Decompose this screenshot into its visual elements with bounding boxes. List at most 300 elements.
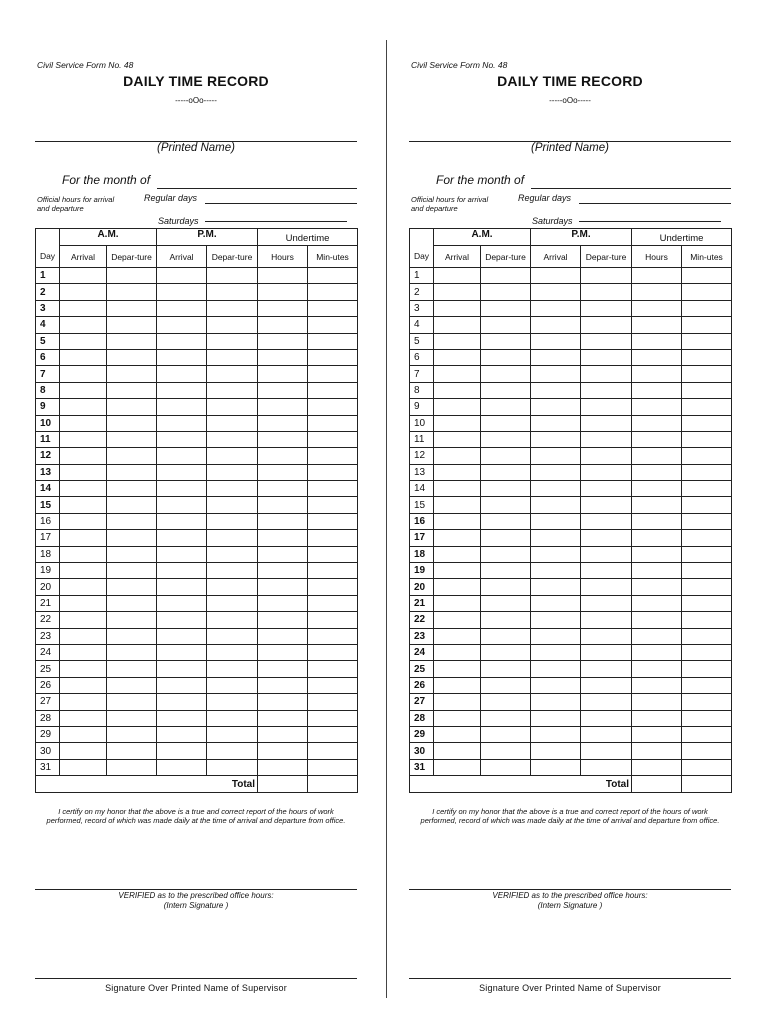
pm-arrival-cell[interactable] <box>531 513 581 529</box>
pm-arrival-cell[interactable] <box>531 366 581 382</box>
pm-arrival-cell[interactable] <box>531 563 581 579</box>
am-departure-cell[interactable] <box>481 644 531 660</box>
am-departure-cell[interactable] <box>107 612 157 628</box>
pm-departure-cell[interactable] <box>207 579 258 595</box>
am-arrival-cell[interactable] <box>434 563 481 579</box>
undertime-minutes-cell[interactable] <box>682 677 732 693</box>
undertime-minutes-cell[interactable] <box>682 513 732 529</box>
pm-departure-cell[interactable] <box>581 317 632 333</box>
pm-departure-cell[interactable] <box>207 431 258 447</box>
am-departure-cell[interactable] <box>481 579 531 595</box>
undertime-minutes-cell[interactable] <box>682 481 732 497</box>
pm-arrival-cell[interactable] <box>157 694 207 710</box>
pm-arrival-cell[interactable] <box>157 399 207 415</box>
undertime-minutes-cell[interactable] <box>682 563 732 579</box>
pm-departure-cell[interactable] <box>207 546 258 562</box>
pm-arrival-cell[interactable] <box>531 644 581 660</box>
am-departure-cell[interactable] <box>107 694 157 710</box>
am-arrival-cell[interactable] <box>60 661 107 677</box>
pm-departure-cell[interactable] <box>207 366 258 382</box>
am-departure-cell[interactable] <box>107 497 157 513</box>
pm-arrival-cell[interactable] <box>531 448 581 464</box>
am-arrival-cell[interactable] <box>434 694 481 710</box>
am-departure-cell[interactable] <box>107 317 157 333</box>
undertime-minutes-cell[interactable] <box>308 628 358 644</box>
pm-departure-cell[interactable] <box>581 431 632 447</box>
undertime-minutes-cell[interactable] <box>682 317 732 333</box>
am-departure-cell[interactable] <box>481 431 531 447</box>
pm-departure-cell[interactable] <box>207 497 258 513</box>
pm-departure-cell[interactable] <box>581 382 632 398</box>
pm-arrival-cell[interactable] <box>157 333 207 349</box>
am-arrival-cell[interactable] <box>434 661 481 677</box>
intern-signature-line[interactable] <box>35 889 357 890</box>
am-departure-cell[interactable] <box>481 563 531 579</box>
pm-arrival-cell[interactable] <box>531 497 581 513</box>
undertime-hours-cell[interactable] <box>632 726 682 742</box>
undertime-minutes-cell[interactable] <box>308 366 358 382</box>
am-departure-cell[interactable] <box>107 759 157 775</box>
pm-departure-cell[interactable] <box>207 448 258 464</box>
am-departure-cell[interactable] <box>107 530 157 546</box>
pm-departure-cell[interactable] <box>581 481 632 497</box>
undertime-hours-cell[interactable] <box>258 644 308 660</box>
undertime-minutes-cell[interactable] <box>308 612 358 628</box>
undertime-hours-cell[interactable] <box>258 595 308 611</box>
pm-departure-cell[interactable] <box>581 579 632 595</box>
undertime-hours-cell[interactable] <box>632 366 682 382</box>
undertime-hours-cell[interactable] <box>258 284 308 300</box>
undertime-minutes-cell[interactable] <box>682 284 732 300</box>
am-departure-cell[interactable] <box>481 366 531 382</box>
pm-departure-cell[interactable] <box>581 759 632 775</box>
pm-arrival-cell[interactable] <box>531 399 581 415</box>
am-arrival-cell[interactable] <box>434 415 481 431</box>
undertime-hours-cell[interactable] <box>632 464 682 480</box>
am-arrival-cell[interactable] <box>60 431 107 447</box>
undertime-minutes-cell[interactable] <box>308 349 358 365</box>
undertime-hours-cell[interactable] <box>258 563 308 579</box>
pm-arrival-cell[interactable] <box>531 300 581 316</box>
pm-arrival-cell[interactable] <box>531 579 581 595</box>
undertime-hours-cell[interactable] <box>258 743 308 759</box>
undertime-minutes-cell[interactable] <box>308 710 358 726</box>
undertime-minutes-cell[interactable] <box>682 644 732 660</box>
pm-arrival-cell[interactable] <box>157 743 207 759</box>
intern-signature-line[interactable] <box>409 889 731 890</box>
undertime-minutes-cell[interactable] <box>308 726 358 742</box>
total-hours-cell[interactable] <box>632 776 682 793</box>
am-departure-cell[interactable] <box>481 726 531 742</box>
undertime-hours-cell[interactable] <box>632 546 682 562</box>
pm-departure-cell[interactable] <box>207 333 258 349</box>
am-arrival-cell[interactable] <box>434 399 481 415</box>
am-arrival-cell[interactable] <box>60 464 107 480</box>
pm-arrival-cell[interactable] <box>157 726 207 742</box>
undertime-minutes-cell[interactable] <box>308 481 358 497</box>
undertime-minutes-cell[interactable] <box>308 563 358 579</box>
am-departure-cell[interactable] <box>481 382 531 398</box>
undertime-minutes-cell[interactable] <box>308 284 358 300</box>
am-arrival-cell[interactable] <box>60 563 107 579</box>
undertime-hours-cell[interactable] <box>632 563 682 579</box>
pm-departure-cell[interactable] <box>207 595 258 611</box>
undertime-minutes-cell[interactable] <box>682 628 732 644</box>
undertime-minutes-cell[interactable] <box>308 513 358 529</box>
undertime-hours-cell[interactable] <box>632 448 682 464</box>
am-departure-cell[interactable] <box>481 513 531 529</box>
pm-departure-cell[interactable] <box>581 268 632 284</box>
am-arrival-cell[interactable] <box>60 448 107 464</box>
undertime-hours-cell[interactable] <box>258 366 308 382</box>
undertime-minutes-cell[interactable] <box>682 612 732 628</box>
am-arrival-cell[interactable] <box>434 530 481 546</box>
am-arrival-cell[interactable] <box>434 579 481 595</box>
undertime-minutes-cell[interactable] <box>308 661 358 677</box>
undertime-hours-cell[interactable] <box>632 579 682 595</box>
undertime-hours-cell[interactable] <box>258 317 308 333</box>
am-departure-cell[interactable] <box>107 579 157 595</box>
supervisor-signature-line[interactable] <box>35 978 357 979</box>
undertime-minutes-cell[interactable] <box>308 268 358 284</box>
pm-arrival-cell[interactable] <box>531 694 581 710</box>
undertime-hours-cell[interactable] <box>258 399 308 415</box>
pm-departure-cell[interactable] <box>581 464 632 480</box>
pm-arrival-cell[interactable] <box>157 431 207 447</box>
am-departure-cell[interactable] <box>481 399 531 415</box>
pm-departure-cell[interactable] <box>581 349 632 365</box>
pm-arrival-cell[interactable] <box>157 268 207 284</box>
pm-departure-cell[interactable] <box>207 661 258 677</box>
pm-arrival-cell[interactable] <box>531 759 581 775</box>
am-departure-cell[interactable] <box>481 595 531 611</box>
am-arrival-cell[interactable] <box>434 300 481 316</box>
undertime-minutes-cell[interactable] <box>308 497 358 513</box>
pm-departure-cell[interactable] <box>581 300 632 316</box>
pm-arrival-cell[interactable] <box>157 415 207 431</box>
am-departure-cell[interactable] <box>107 382 157 398</box>
pm-arrival-cell[interactable] <box>157 759 207 775</box>
pm-arrival-cell[interactable] <box>157 481 207 497</box>
undertime-hours-cell[interactable] <box>258 677 308 693</box>
undertime-hours-cell[interactable] <box>632 644 682 660</box>
pm-arrival-cell[interactable] <box>531 612 581 628</box>
undertime-minutes-cell[interactable] <box>682 333 732 349</box>
pm-departure-cell[interactable] <box>207 677 258 693</box>
pm-departure-cell[interactable] <box>207 349 258 365</box>
pm-departure-cell[interactable] <box>581 497 632 513</box>
pm-arrival-cell[interactable] <box>531 349 581 365</box>
undertime-minutes-cell[interactable] <box>682 431 732 447</box>
am-arrival-cell[interactable] <box>434 448 481 464</box>
undertime-hours-cell[interactable] <box>258 628 308 644</box>
undertime-hours-cell[interactable] <box>632 497 682 513</box>
am-departure-cell[interactable] <box>107 661 157 677</box>
am-arrival-cell[interactable] <box>434 759 481 775</box>
undertime-hours-cell[interactable] <box>258 726 308 742</box>
am-departure-cell[interactable] <box>107 726 157 742</box>
pm-departure-cell[interactable] <box>581 644 632 660</box>
am-arrival-cell[interactable] <box>434 743 481 759</box>
am-arrival-cell[interactable] <box>60 415 107 431</box>
pm-arrival-cell[interactable] <box>531 431 581 447</box>
pm-arrival-cell[interactable] <box>157 284 207 300</box>
pm-arrival-cell[interactable] <box>531 743 581 759</box>
undertime-minutes-cell[interactable] <box>308 300 358 316</box>
pm-arrival-cell[interactable] <box>531 628 581 644</box>
pm-departure-cell[interactable] <box>207 382 258 398</box>
undertime-minutes-cell[interactable] <box>308 546 358 562</box>
undertime-minutes-cell[interactable] <box>682 382 732 398</box>
undertime-hours-cell[interactable] <box>632 595 682 611</box>
undertime-minutes-cell[interactable] <box>308 677 358 693</box>
am-arrival-cell[interactable] <box>60 726 107 742</box>
am-departure-cell[interactable] <box>107 563 157 579</box>
undertime-hours-cell[interactable] <box>632 333 682 349</box>
pm-arrival-cell[interactable] <box>531 726 581 742</box>
pm-arrival-cell[interactable] <box>157 349 207 365</box>
pm-arrival-cell[interactable] <box>157 300 207 316</box>
undertime-minutes-cell[interactable] <box>682 349 732 365</box>
am-arrival-cell[interactable] <box>60 595 107 611</box>
undertime-hours-cell[interactable] <box>632 349 682 365</box>
undertime-hours-cell[interactable] <box>258 431 308 447</box>
pm-departure-cell[interactable] <box>207 268 258 284</box>
undertime-hours-cell[interactable] <box>258 464 308 480</box>
undertime-hours-cell[interactable] <box>258 546 308 562</box>
am-departure-cell[interactable] <box>107 366 157 382</box>
am-arrival-cell[interactable] <box>434 612 481 628</box>
total-hours-cell[interactable] <box>258 776 308 793</box>
am-departure-cell[interactable] <box>107 710 157 726</box>
am-departure-cell[interactable] <box>107 644 157 660</box>
am-departure-cell[interactable] <box>107 300 157 316</box>
am-arrival-cell[interactable] <box>434 546 481 562</box>
am-arrival-cell[interactable] <box>60 317 107 333</box>
undertime-minutes-cell[interactable] <box>308 464 358 480</box>
undertime-minutes-cell[interactable] <box>308 415 358 431</box>
total-minutes-cell[interactable] <box>682 776 732 793</box>
undertime-minutes-cell[interactable] <box>308 743 358 759</box>
am-departure-cell[interactable] <box>481 300 531 316</box>
am-arrival-cell[interactable] <box>60 399 107 415</box>
undertime-hours-cell[interactable] <box>632 530 682 546</box>
am-departure-cell[interactable] <box>481 284 531 300</box>
regular-days-field-line[interactable] <box>579 203 731 204</box>
month-field-line[interactable] <box>531 188 731 189</box>
undertime-minutes-cell[interactable] <box>682 448 732 464</box>
pm-departure-cell[interactable] <box>207 530 258 546</box>
am-arrival-cell[interactable] <box>60 579 107 595</box>
pm-departure-cell[interactable] <box>581 710 632 726</box>
pm-departure-cell[interactable] <box>207 513 258 529</box>
pm-departure-cell[interactable] <box>207 743 258 759</box>
am-arrival-cell[interactable] <box>60 759 107 775</box>
am-arrival-cell[interactable] <box>434 366 481 382</box>
pm-departure-cell[interactable] <box>581 448 632 464</box>
pm-arrival-cell[interactable] <box>157 563 207 579</box>
am-arrival-cell[interactable] <box>434 677 481 693</box>
am-arrival-cell[interactable] <box>434 382 481 398</box>
pm-arrival-cell[interactable] <box>157 497 207 513</box>
pm-arrival-cell[interactable] <box>531 677 581 693</box>
pm-arrival-cell[interactable] <box>531 546 581 562</box>
undertime-hours-cell[interactable] <box>632 284 682 300</box>
am-departure-cell[interactable] <box>481 546 531 562</box>
am-arrival-cell[interactable] <box>434 644 481 660</box>
pm-departure-cell[interactable] <box>207 726 258 742</box>
am-arrival-cell[interactable] <box>60 677 107 693</box>
am-departure-cell[interactable] <box>107 743 157 759</box>
undertime-hours-cell[interactable] <box>632 481 682 497</box>
am-departure-cell[interactable] <box>107 546 157 562</box>
saturdays-field-line[interactable] <box>205 221 347 222</box>
pm-departure-cell[interactable] <box>581 726 632 742</box>
pm-arrival-cell[interactable] <box>157 464 207 480</box>
am-departure-cell[interactable] <box>481 349 531 365</box>
am-arrival-cell[interactable] <box>60 546 107 562</box>
am-arrival-cell[interactable] <box>60 382 107 398</box>
pm-departure-cell[interactable] <box>207 464 258 480</box>
undertime-hours-cell[interactable] <box>258 710 308 726</box>
am-departure-cell[interactable] <box>481 694 531 710</box>
pm-arrival-cell[interactable] <box>531 284 581 300</box>
undertime-hours-cell[interactable] <box>632 743 682 759</box>
undertime-minutes-cell[interactable] <box>682 415 732 431</box>
undertime-hours-cell[interactable] <box>632 399 682 415</box>
undertime-minutes-cell[interactable] <box>682 710 732 726</box>
undertime-hours-cell[interactable] <box>258 268 308 284</box>
undertime-minutes-cell[interactable] <box>308 530 358 546</box>
pm-departure-cell[interactable] <box>581 694 632 710</box>
am-arrival-cell[interactable] <box>60 481 107 497</box>
am-arrival-cell[interactable] <box>60 300 107 316</box>
am-departure-cell[interactable] <box>107 333 157 349</box>
am-departure-cell[interactable] <box>481 710 531 726</box>
undertime-hours-cell[interactable] <box>632 759 682 775</box>
pm-arrival-cell[interactable] <box>157 612 207 628</box>
undertime-minutes-cell[interactable] <box>308 333 358 349</box>
am-arrival-cell[interactable] <box>60 644 107 660</box>
am-departure-cell[interactable] <box>481 464 531 480</box>
am-arrival-cell[interactable] <box>434 710 481 726</box>
pm-departure-cell[interactable] <box>207 317 258 333</box>
pm-departure-cell[interactable] <box>581 399 632 415</box>
undertime-minutes-cell[interactable] <box>682 546 732 562</box>
am-arrival-cell[interactable] <box>434 349 481 365</box>
am-arrival-cell[interactable] <box>60 497 107 513</box>
am-arrival-cell[interactable] <box>434 317 481 333</box>
am-arrival-cell[interactable] <box>434 513 481 529</box>
pm-arrival-cell[interactable] <box>157 677 207 693</box>
month-field-line[interactable] <box>157 188 357 189</box>
undertime-hours-cell[interactable] <box>258 694 308 710</box>
pm-departure-cell[interactable] <box>207 399 258 415</box>
undertime-hours-cell[interactable] <box>632 513 682 529</box>
pm-arrival-cell[interactable] <box>531 595 581 611</box>
undertime-hours-cell[interactable] <box>258 349 308 365</box>
pm-arrival-cell[interactable] <box>157 661 207 677</box>
undertime-hours-cell[interactable] <box>632 300 682 316</box>
undertime-minutes-cell[interactable] <box>682 579 732 595</box>
undertime-hours-cell[interactable] <box>258 579 308 595</box>
pm-departure-cell[interactable] <box>207 481 258 497</box>
pm-arrival-cell[interactable] <box>531 382 581 398</box>
pm-departure-cell[interactable] <box>207 628 258 644</box>
undertime-hours-cell[interactable] <box>258 530 308 546</box>
undertime-minutes-cell[interactable] <box>308 694 358 710</box>
pm-departure-cell[interactable] <box>581 366 632 382</box>
pm-departure-cell[interactable] <box>207 284 258 300</box>
am-arrival-cell[interactable] <box>434 431 481 447</box>
undertime-hours-cell[interactable] <box>632 694 682 710</box>
am-arrival-cell[interactable] <box>60 743 107 759</box>
regular-days-field-line[interactable] <box>205 203 357 204</box>
undertime-minutes-cell[interactable] <box>682 759 732 775</box>
am-arrival-cell[interactable] <box>60 366 107 382</box>
pm-departure-cell[interactable] <box>581 628 632 644</box>
pm-arrival-cell[interactable] <box>157 448 207 464</box>
undertime-minutes-cell[interactable] <box>308 399 358 415</box>
pm-arrival-cell[interactable] <box>531 481 581 497</box>
am-departure-cell[interactable] <box>481 481 531 497</box>
undertime-minutes-cell[interactable] <box>682 743 732 759</box>
pm-departure-cell[interactable] <box>207 612 258 628</box>
am-departure-cell[interactable] <box>107 415 157 431</box>
pm-departure-cell[interactable] <box>581 563 632 579</box>
pm-arrival-cell[interactable] <box>157 317 207 333</box>
pm-departure-cell[interactable] <box>207 300 258 316</box>
pm-departure-cell[interactable] <box>581 612 632 628</box>
undertime-minutes-cell[interactable] <box>308 317 358 333</box>
undertime-minutes-cell[interactable] <box>682 661 732 677</box>
pm-arrival-cell[interactable] <box>531 333 581 349</box>
am-arrival-cell[interactable] <box>434 726 481 742</box>
am-departure-cell[interactable] <box>107 399 157 415</box>
am-arrival-cell[interactable] <box>434 595 481 611</box>
pm-departure-cell[interactable] <box>581 546 632 562</box>
undertime-minutes-cell[interactable] <box>682 595 732 611</box>
undertime-hours-cell[interactable] <box>632 382 682 398</box>
undertime-minutes-cell[interactable] <box>682 694 732 710</box>
am-arrival-cell[interactable] <box>60 268 107 284</box>
pm-arrival-cell[interactable] <box>157 579 207 595</box>
am-arrival-cell[interactable] <box>434 481 481 497</box>
pm-arrival-cell[interactable] <box>531 710 581 726</box>
am-arrival-cell[interactable] <box>60 284 107 300</box>
am-arrival-cell[interactable] <box>60 530 107 546</box>
am-arrival-cell[interactable] <box>434 497 481 513</box>
pm-arrival-cell[interactable] <box>531 464 581 480</box>
undertime-minutes-cell[interactable] <box>308 431 358 447</box>
undertime-minutes-cell[interactable] <box>308 579 358 595</box>
pm-arrival-cell[interactable] <box>157 595 207 611</box>
am-departure-cell[interactable] <box>107 448 157 464</box>
am-arrival-cell[interactable] <box>434 333 481 349</box>
am-departure-cell[interactable] <box>481 661 531 677</box>
pm-arrival-cell[interactable] <box>157 530 207 546</box>
undertime-minutes-cell[interactable] <box>682 530 732 546</box>
am-departure-cell[interactable] <box>481 497 531 513</box>
am-departure-cell[interactable] <box>107 464 157 480</box>
undertime-hours-cell[interactable] <box>632 661 682 677</box>
undertime-hours-cell[interactable] <box>258 415 308 431</box>
am-arrival-cell[interactable] <box>60 710 107 726</box>
pm-departure-cell[interactable] <box>207 710 258 726</box>
undertime-minutes-cell[interactable] <box>308 644 358 660</box>
pm-departure-cell[interactable] <box>207 759 258 775</box>
undertime-hours-cell[interactable] <box>632 612 682 628</box>
